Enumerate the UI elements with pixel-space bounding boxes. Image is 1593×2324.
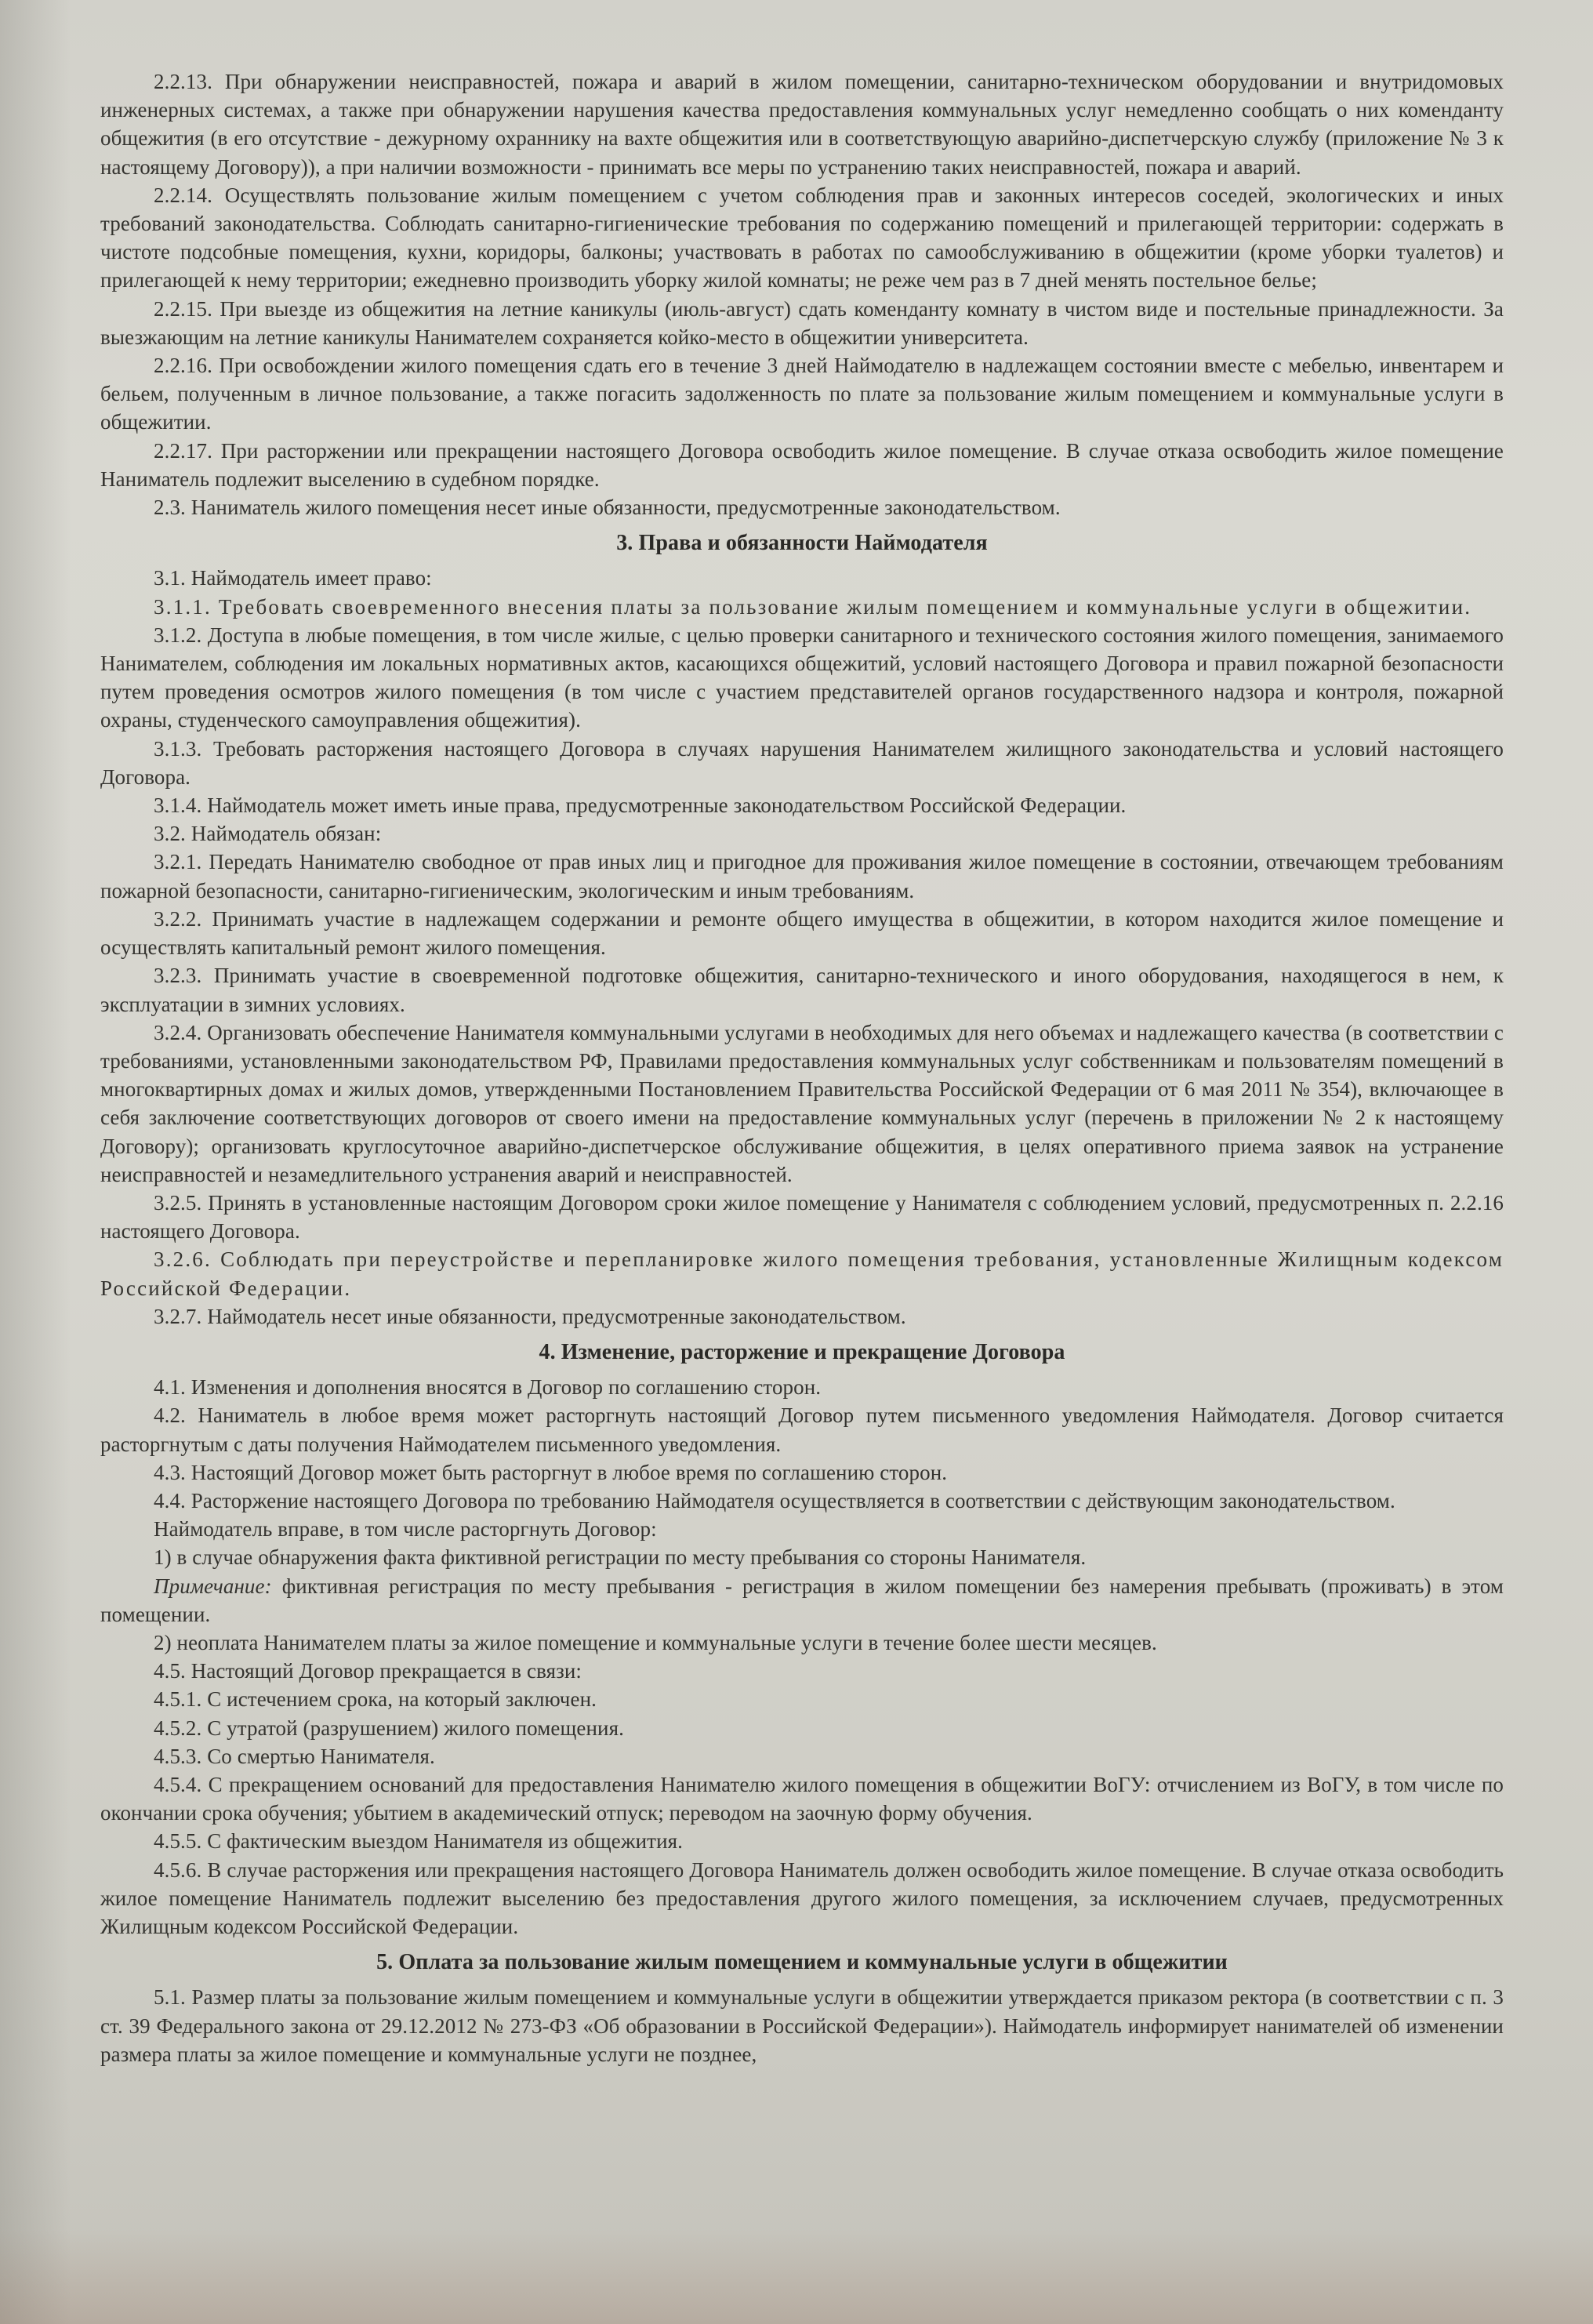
clause-3-1-3: 3.1.3. Требовать расторжения настоящего Договора в случаях нарушения Нанимателем жилищного законодательства и условий настоящего Договора. <box>100 736 1504 789</box>
note-label: Примечание: <box>154 1574 272 1598</box>
clause-3-2: 3.2. Наймодатель обязан: <box>154 822 382 846</box>
clause-4-3: 4.3. Настоящий Договор может быть расторгнут в любое время по соглашению сторон. <box>154 1460 948 1484</box>
clause-4-5-1: 4.5.1. С истечением срока, на который заключен. <box>154 1687 597 1712</box>
clause-3-2-5: 3.2.5. Принять в установленные настоящим Договором сроки жилое помещение у Нанимателя с соблюдением условий, предусмотренных п. 2.2.16 настоящего Договора. <box>100 1190 1504 1244</box>
paper-shadow-left <box>0 0 71 2324</box>
clause-3-1: 3.1. Наймодатель имеет право: <box>154 566 432 590</box>
clause-2-2-16: 2.2.16. При освобождении жилого помещения сдать его в течение 3 дней Наймодателю в надлежащем состоянии вместе с мебелью, инвентарем и бельем, полученным в личное пользование, а также погасить задолженность по плате за пользование жилым помещением и коммунальные услуги в общежитии. <box>100 354 1504 434</box>
termination-rights-intro: Наймодатель вправе, в том числе расторгнуть Договор: <box>154 1517 657 1541</box>
clause-3-2-1: 3.2.1. Передать Нанимателю свободное от прав иных лиц и пригодное для проживания жилое помещение в состоянии, отвечающем требованиям пожарной безопасности, санитарно-гигиеническим, экологическим и иным требованиям. <box>100 850 1504 902</box>
clause-4-5-3: 4.5.3. Со смертью Нанимателя. <box>154 1744 435 1768</box>
clause-3-2-3: 3.2.3. Принимать участие в своевременной подготовке общежития, санитарно-технического и иного оборудования, находящегося в нем, к эксплуатации в зимних условиях. <box>100 964 1504 1016</box>
clause-3-1-2: 3.1.2. Доступа в любые помещения, в том числе жилые, с целью проверки санитарного и технического состояния жилого помещения, занимаемого Нанимателем, соблюдения им локальных нормативных актов, касающихся общежитий, условий настоящего Договора и правил пожарной безопасности путем проведения осмотров жилого помещения (в том числе с участием представителей органов государственного надзора и контроля, пожарной охраны, студенческого самоуправления общежития). <box>100 623 1504 732</box>
clause-4-1: 4.1. Изменения и дополнения вносятся в Договор по соглашению сторон. <box>154 1375 822 1400</box>
clause-3-2-6: 3.2.6. Соблюдать при переустройстве и перепланировке жилого помещения требования, установленные Жилищным кодексом Российской Федерации. <box>100 1247 1504 1300</box>
section-3-heading: 3. Права и обязанности Наймодателя <box>616 531 988 556</box>
clause-3-2-7: 3.2.7. Наймодатель несет иные обязанности, предусмотренные законодательством. <box>154 1304 906 1328</box>
clause-3-2-4: 3.2.4. Организовать обеспечение Нанимателя коммунальными услугами в необходимых для него объемах и надлежащего качества (в соответствии с требованиями, установленными законодательством РФ, Правилами предоставления коммунальных услуг собственникам и пользователям помещений в многоквартирных домах и жилых домов, утвержденными Постановлением Правительства Российской Федерации от 6 мая 2011 № 354), включающее в себя заключение соответствующих договоров от своего имени на предоставление коммунальных услуг (перечень в приложении № 2 к настоящему Договору); организовать круглосуточное аварийно-диспетчерское обслуживание общежития, в целях оперативного приема заявок на устранение неисправностей и незамедлительного устранения аварий и неисправностей. <box>100 1020 1504 1186</box>
clause-2-2-17: 2.2.17. При расторжении или прекращении настоящего Договора освободить жилое помещение. В случае отказа освободить жилое помещение Наниматель подлежит выселению в судебном порядке. <box>100 438 1504 491</box>
clause-4-2: 4.2. Наниматель в любое время может расторгнуть настоящий Договор путем письменного уведомления Наймодателя. Договор считается расторгнутым с даты получения Наймодателем письменного уведомления. <box>100 1403 1504 1456</box>
clause-2-3: 2.3. Наниматель жилого помещения несет иные обязанности, предусмотренные законодательством. <box>154 496 1061 520</box>
clause-4-4: 4.4. Расторжение настоящего Договора по требованию Наймодателя осуществляется в соответствии с действующим законодательством. <box>154 1488 1395 1512</box>
clause-4-5-4: 4.5.4. С прекращением оснований для предоставления Нанимателю жилого помещения в общежитии ВоГУ: отчислением из ВоГУ, в том числе по окончании срока обучения; убытием в академический отпуск; переводом на заочную форму обучения. <box>100 1772 1504 1825</box>
clause-4-5-6: 4.5.6. В случае расторжения или прекращения настоящего Договора Наниматель должен освободить жилое помещение. В случае отказа освободить жилое помещение Наниматель подлежит выселению без предоставления другого жилого помещения, за исключением случаев, предусмотренных Жилищным кодексом Российской Федерации. <box>100 1857 1504 1938</box>
clause-3-1-1: 3.1.1. Требовать своевременного внесения платы за пользование жилым помещением и коммунальные услуги в общежитии. <box>154 594 1472 619</box>
clause-4-5-2: 4.5.2. С утратой (разрушением) жилого помещения. <box>154 1716 624 1740</box>
termination-ground-1: 1) в случае обнаружения факта фиктивной регистрации по месту пребывания со стороны Нанимателя. <box>154 1545 1087 1570</box>
clause-2-2-15: 2.2.15. При выезде из общежития на летние каникулы (июль-август) сдать коменданту комнату в чистом виде и постельные принадлежности. За выезжающим на летние каникулы Нанимателем сохраняется койко-место в общежитии университета. <box>100 296 1504 349</box>
section-4-heading: 4. Изменение, расторжение и прекращение Договора <box>539 1339 1065 1364</box>
clause-4-5: 4.5. Настоящий Договор прекращается в связи: <box>154 1659 582 1683</box>
clause-3-2-2: 3.2.2. Принимать участие в надлежащем содержании и ремонте общего имущества в общежитии, в котором находится жилое помещение и осуществлять капитальный ремонт жилого помещения. <box>100 906 1504 960</box>
clause-2-2-14: 2.2.14. Осуществлять пользование жилым помещением с учетом соблюдения прав и законных интересов соседей, экологических и иных требований законодательства. Соблюдать санитарно-гигиенические требования по содержанию помещений и прилегающей территории: содержать в чистоте подсобные помещения, кухни, коридоры, балконы; участвовать в работах по самообслуживанию в общежитии (кроме уборки туалетов) и прилегающей к нему территории; ежедневно производить уборку жилой комнаты; не реже чем раз в 7 дней менять постельное белье; <box>100 183 1504 292</box>
document-body <box>100 67 1504 2068</box>
section-5-heading: 5. Оплата за пользование жилым помещением и коммунальные услуги в общежитии <box>376 1950 1228 1975</box>
clause-2-2-13: 2.2.13. При обнаружении неисправностей, пожара и аварий в жилом помещении, санитарно-техническом оборудовании и внутридомовых инженерных системах, а также при обнаружении нарушения качества предоставления коммунальных услуг немедленно сообщать о них коменданту общежития (в его отсутствие - дежурному охраннику на вахте общежития или в соответствующую аварийно-диспетчерскую службу (приложение № 3 к настоящему Договору)), а при наличии возможности - принимать все меры по устранению таких неисправностей, пожара и аварий. <box>100 70 1504 179</box>
paper-stain-bottom <box>0 2230 1593 2324</box>
termination-ground-2: 2) неоплата Нанимателем платы за жилое помещение и коммунальные услуги в течение более шести месяцев. <box>154 1630 1157 1654</box>
clause-5-1: 5.1. Размер платы за пользование жилым помещением и коммунальные услуги в общежитии утверждается приказом ректора (в соответствии с п. 3 ст. 39 Федерального закона от 29.12.2012 № 273-ФЗ «Об образовании в Российской Федерации»). Наймодатель информирует нанимателей об изменении размера платы за жилое помещение и коммунальные услуги не позднее, <box>100 1985 1504 2066</box>
note-text: фиктивная регистрация по месту пребывания - регистрация в жилом помещении без намерения пребывать (проживать) в этом помещении. <box>100 1574 1504 1626</box>
termination-note <box>100 1572 1504 1629</box>
clause-4-5-5: 4.5.5. С фактическим выездом Нанимателя из общежития. <box>154 1829 683 1854</box>
clause-3-1-4: 3.1.4. Наймодатель может иметь иные права, предусмотренные законодательством Российской Федерации. <box>154 793 1127 818</box>
